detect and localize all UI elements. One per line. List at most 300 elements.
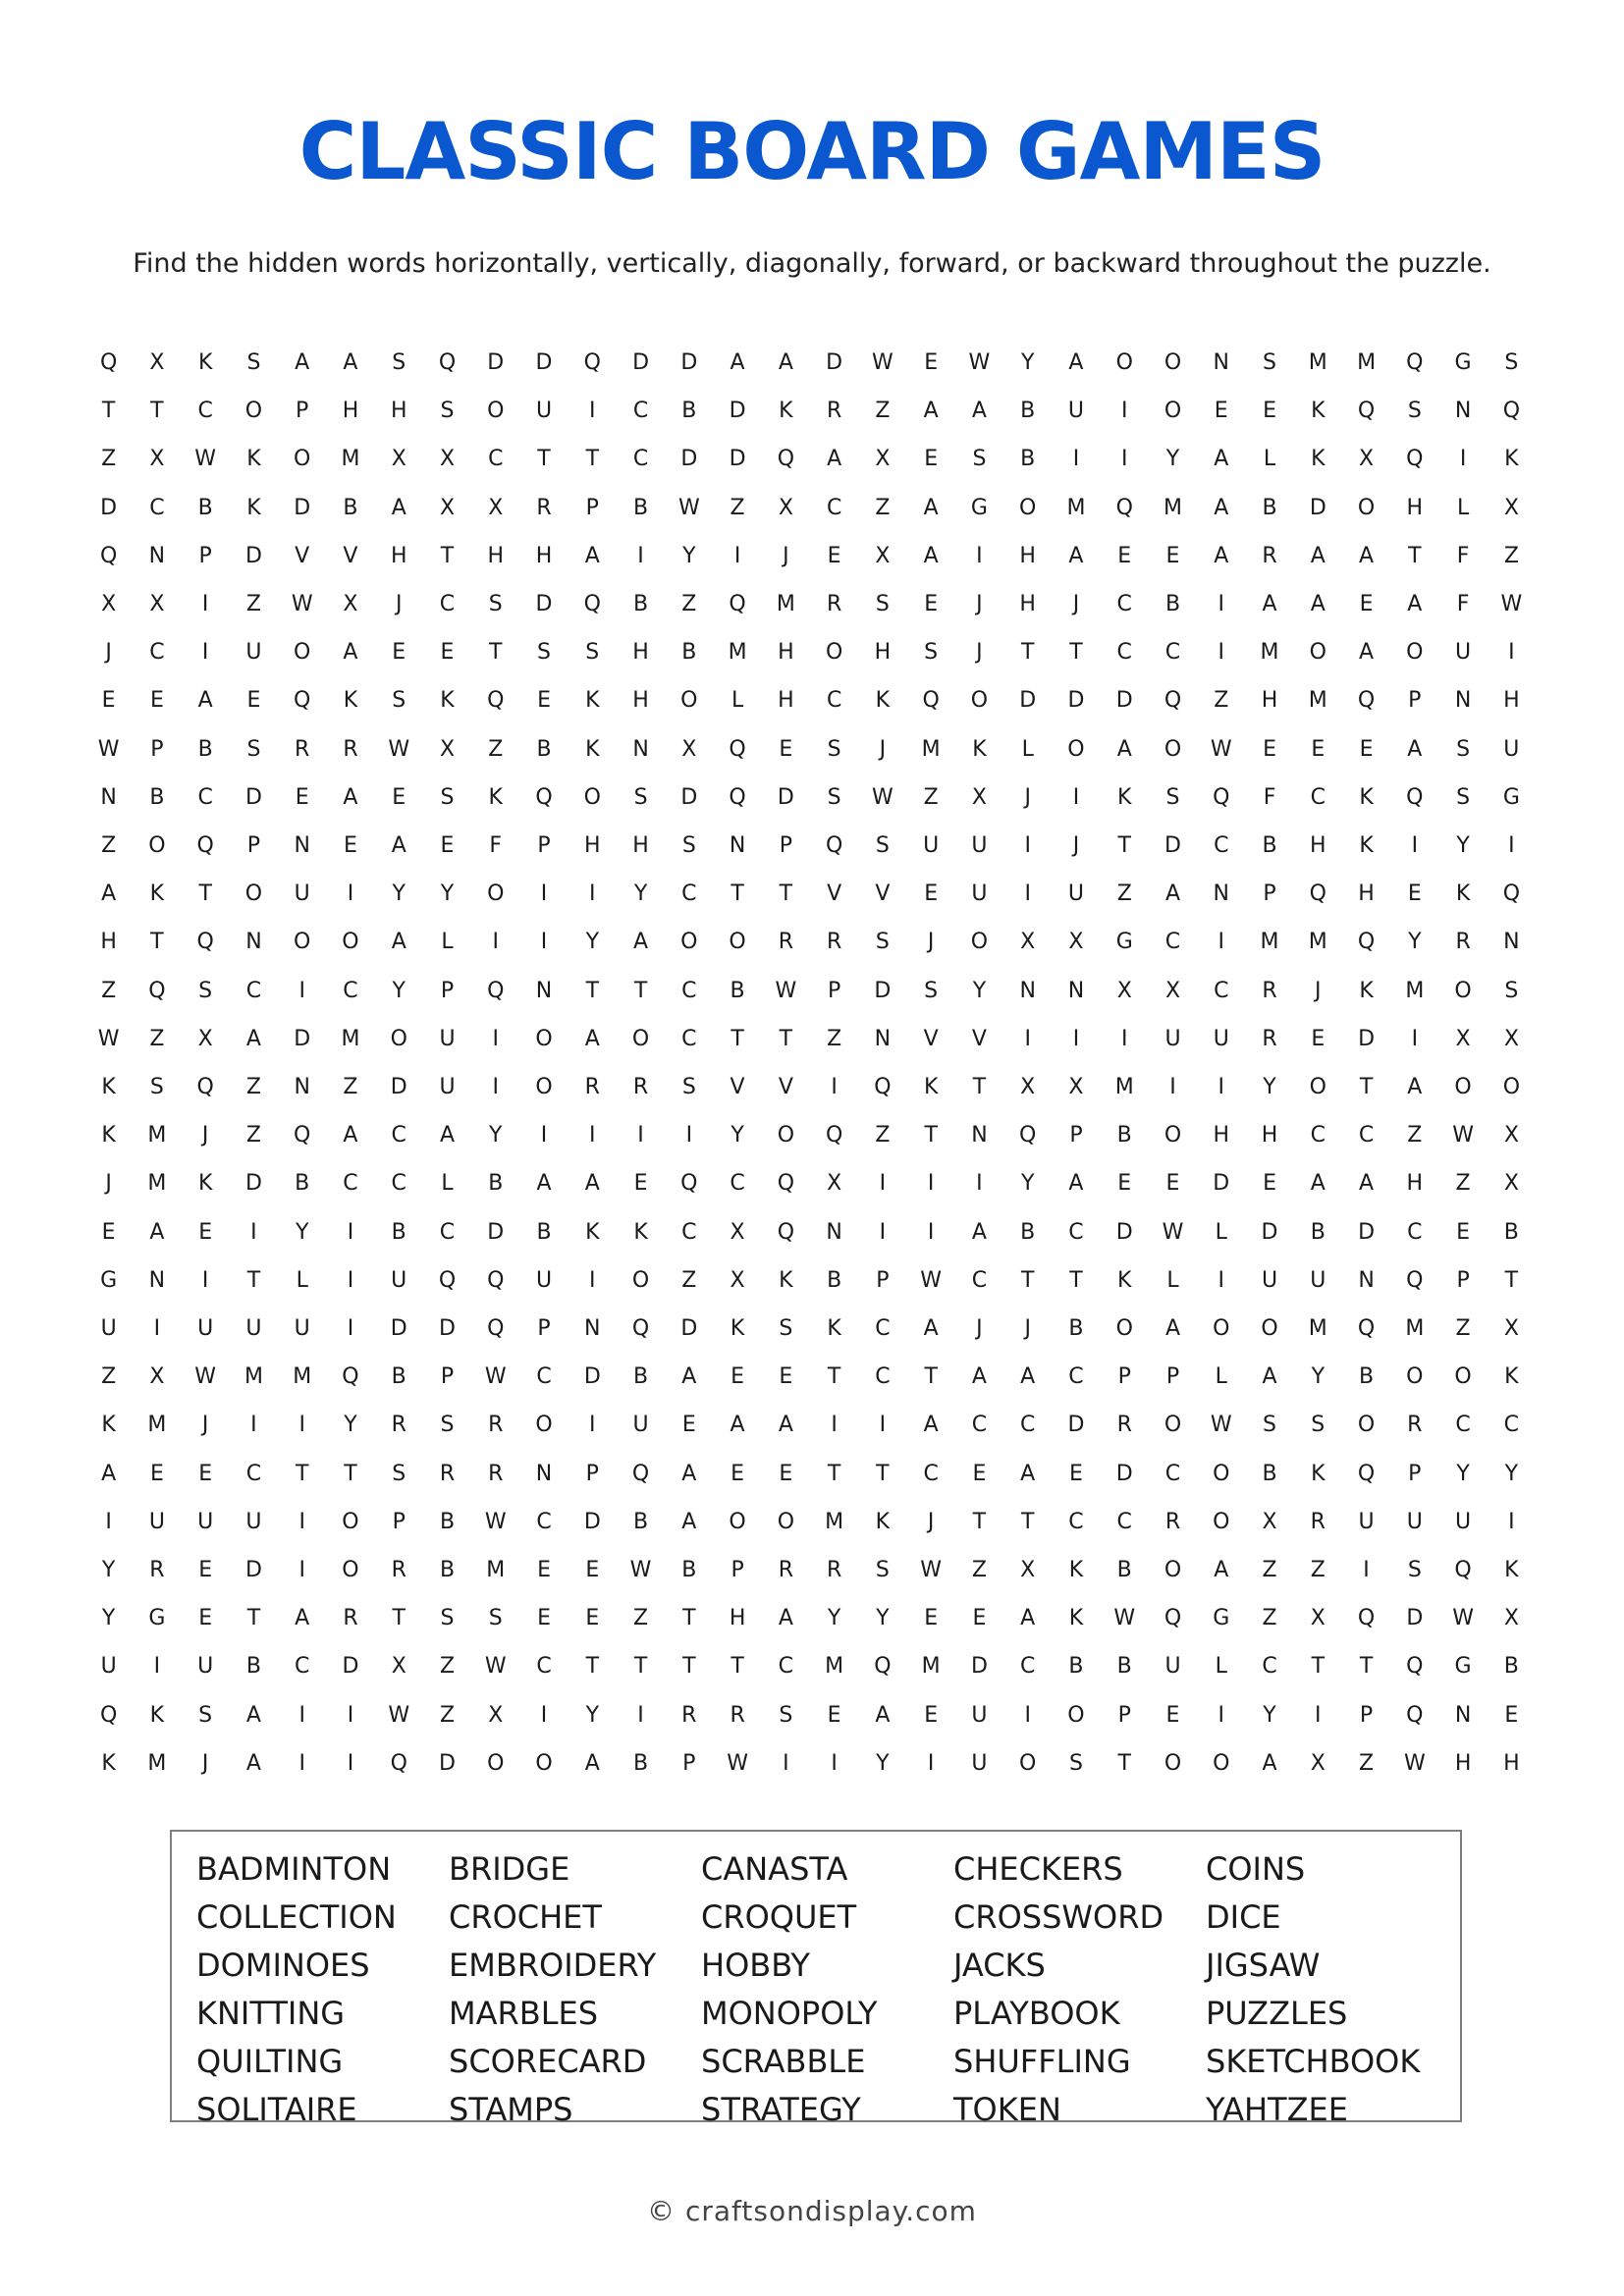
- grid-letter: B: [633, 1509, 649, 1534]
- grid-letter: S: [392, 350, 406, 376]
- grid-letter: K: [585, 688, 600, 714]
- grid-letter: A: [971, 1364, 987, 1390]
- grid-letter: T: [827, 1461, 841, 1486]
- grid-letter: I: [927, 1171, 935, 1197]
- grid-letter: D: [294, 1026, 311, 1051]
- grid-letter: P: [1263, 881, 1276, 907]
- grid-letter: Z: [875, 1123, 891, 1148]
- grid-letter: S: [488, 1606, 503, 1631]
- grid-letter: B: [681, 399, 697, 424]
- grid-letter: V: [923, 1026, 939, 1051]
- grid-letter: R: [1116, 1413, 1132, 1438]
- grid-letter: C: [197, 784, 213, 810]
- grid-letter: X: [1359, 447, 1375, 472]
- grid-letter: Q: [1357, 1606, 1376, 1631]
- grid-letter: Y: [101, 1558, 116, 1583]
- grid-letter: X: [439, 495, 456, 520]
- grid-letter: X: [391, 1654, 406, 1680]
- grid-letter: R: [632, 1075, 649, 1100]
- grid-letter: U: [294, 881, 310, 907]
- grid-letter: W: [1403, 1750, 1426, 1776]
- grid-letter: G: [1115, 930, 1133, 955]
- grid-letter: B: [1068, 1316, 1084, 1342]
- grid-letter: I: [589, 399, 596, 424]
- grid-letter: I: [1218, 1267, 1224, 1293]
- grid-letter: M: [1308, 688, 1327, 714]
- grid-letter: A: [343, 350, 358, 376]
- grid-letter: P: [198, 543, 212, 568]
- grid-letter: B: [439, 1558, 456, 1583]
- grid-letter: K: [779, 399, 793, 424]
- grid-letter: V: [971, 1026, 987, 1051]
- grid-letter: Q: [631, 1316, 650, 1342]
- grid-letter: T: [924, 1364, 938, 1390]
- grid-letter: J: [1072, 833, 1080, 859]
- grid-letter: Z: [730, 495, 745, 520]
- grid-letter: B: [197, 736, 213, 762]
- grid-letter: M: [293, 1364, 312, 1390]
- grid-letter: E: [633, 1171, 648, 1197]
- grid-letter: B: [1020, 1219, 1036, 1245]
- grid-letter: I: [105, 1509, 112, 1534]
- grid-letter: A: [245, 1750, 261, 1776]
- grid-letter: A: [343, 784, 358, 810]
- grid-letter: B: [343, 495, 358, 520]
- grid-letter: V: [730, 1075, 745, 1100]
- grid-letter: R: [826, 592, 842, 617]
- grid-letter: S: [1504, 350, 1519, 376]
- grid-letter: D: [680, 447, 698, 472]
- grid-letter: T: [1117, 833, 1131, 859]
- grid-letter: S: [681, 833, 696, 859]
- grid-letter: B: [1116, 1654, 1132, 1680]
- grid-letter: O: [1309, 1075, 1326, 1100]
- grid-letter: T: [1311, 1654, 1326, 1680]
- grid-letter: I: [347, 881, 354, 907]
- grid-letter: A: [1310, 592, 1326, 617]
- grid-letter: L: [441, 1171, 454, 1197]
- grid-letter: N: [826, 1219, 842, 1245]
- grid-letter: X: [730, 1219, 745, 1245]
- grid-letter: E: [198, 1606, 213, 1631]
- grid-letter: X: [778, 495, 793, 520]
- grid-letter: A: [1262, 1750, 1277, 1776]
- grid-letter: E: [1165, 1702, 1180, 1728]
- grid-letter: W: [388, 736, 410, 762]
- grid-letter: A: [1164, 881, 1181, 907]
- word-list-item: EMBROIDERY: [449, 1947, 657, 1984]
- grid-letter: S: [1504, 978, 1519, 1003]
- grid-letter: A: [778, 1606, 793, 1631]
- grid-letter: I: [685, 1123, 693, 1148]
- grid-letter: I: [540, 881, 548, 907]
- grid-letter: H: [874, 640, 892, 666]
- grid-letter: C: [1407, 1219, 1423, 1245]
- grid-letter: A: [923, 495, 939, 520]
- grid-letter: C: [1455, 1413, 1471, 1438]
- grid-letter: L: [441, 930, 454, 955]
- grid-letter: B: [1503, 1654, 1519, 1680]
- grid-letter: X: [1503, 1171, 1519, 1197]
- grid-letter: U: [1067, 399, 1085, 424]
- grid-letter: N: [874, 1026, 892, 1051]
- grid-letter: M: [147, 1171, 167, 1197]
- grid-letter: J: [105, 1171, 112, 1197]
- grid-letter: H: [778, 640, 794, 666]
- grid-letter: O: [970, 930, 989, 955]
- grid-letter: X: [1020, 1558, 1036, 1583]
- grid-letter: Q: [390, 1750, 407, 1776]
- grid-letter: X: [1503, 1123, 1519, 1148]
- grid-letter: E: [779, 736, 793, 762]
- grid-letter: S: [633, 784, 648, 810]
- grid-letter: U: [245, 640, 262, 666]
- grid-letter: I: [347, 1750, 354, 1776]
- grid-letter: D: [729, 447, 746, 472]
- grid-letter: P: [779, 833, 792, 859]
- grid-letter: E: [295, 784, 309, 810]
- grid-letter: B: [681, 1558, 697, 1583]
- grid-letter: X: [1262, 1509, 1277, 1534]
- grid-letter: A: [633, 930, 649, 955]
- grid-letter: Q: [1309, 881, 1326, 907]
- grid-letter: X: [827, 1171, 842, 1197]
- grid-letter: I: [298, 978, 305, 1003]
- grid-letter: D: [1213, 1171, 1230, 1197]
- grid-letter: U: [1213, 1026, 1229, 1051]
- grid-letter: E: [827, 1702, 841, 1728]
- grid-letter: L: [1166, 1267, 1179, 1293]
- grid-letter: R: [343, 1606, 358, 1631]
- grid-letter: C: [1310, 1123, 1326, 1148]
- grid-letter: I: [1024, 881, 1031, 907]
- grid-letter: D: [439, 1316, 456, 1342]
- grid-letter: U: [971, 1750, 988, 1776]
- word-list: [196, 1845, 1453, 2134]
- grid-letter: K: [101, 1123, 116, 1148]
- grid-letter: I: [1218, 1702, 1224, 1728]
- grid-letter: Q: [1357, 688, 1376, 714]
- grid-letter: S: [488, 592, 503, 617]
- grid-letter: R: [1407, 1413, 1423, 1438]
- grid-letter: A: [1214, 447, 1229, 472]
- grid-letter: O: [729, 1509, 746, 1534]
- grid-letter: H: [1503, 1750, 1520, 1776]
- grid-letter: Z: [245, 1123, 261, 1148]
- grid-letter: G: [970, 495, 988, 520]
- grid-letter: I: [1508, 833, 1515, 859]
- grid-letter: Q: [1406, 350, 1424, 376]
- grid-letter: A: [681, 1364, 697, 1390]
- grid-letter: N: [1454, 399, 1472, 424]
- grid-letter: I: [1218, 930, 1224, 955]
- grid-letter: Z: [1262, 1606, 1277, 1631]
- grid-letter: Q: [680, 1171, 698, 1197]
- grid-letter: I: [540, 930, 548, 955]
- word-list-item: YAHTZEE: [1206, 2091, 1348, 2128]
- grid-letter: O: [1454, 978, 1472, 1003]
- grid-letter: D: [777, 784, 794, 810]
- grid-letter: Q: [1406, 1267, 1424, 1293]
- grid-letter: D: [100, 495, 118, 520]
- grid-letter: E: [1311, 736, 1326, 762]
- grid-letter: O: [1164, 1123, 1182, 1148]
- grid-letter: S: [149, 1075, 164, 1100]
- grid-letter: I: [492, 1075, 499, 1100]
- grid-letter: X: [875, 543, 891, 568]
- grid-letter: A: [197, 688, 213, 714]
- grid-letter: K: [875, 688, 891, 714]
- grid-letter: P: [537, 1316, 551, 1342]
- grid-letter: A: [1310, 543, 1326, 568]
- grid-letter: C: [1164, 930, 1181, 955]
- grid-letter: A: [1359, 1171, 1375, 1197]
- grid-letter: K: [1311, 447, 1326, 472]
- grid-letter: E: [924, 1702, 939, 1728]
- grid-letter: B: [633, 592, 649, 617]
- grid-letter: R: [1164, 1509, 1181, 1534]
- grid-letter: Q: [729, 736, 746, 762]
- grid-letter: J: [976, 1316, 983, 1342]
- grid-letter: B: [391, 1364, 406, 1390]
- grid-letter: W: [1210, 736, 1232, 762]
- grid-letter: P: [1456, 1267, 1470, 1293]
- grid-letter: M: [825, 1509, 844, 1534]
- grid-letter: E: [924, 1606, 939, 1631]
- grid-letter: Q: [99, 543, 118, 568]
- grid-letter: N: [1454, 1702, 1472, 1728]
- grid-letter: K: [149, 881, 165, 907]
- grid-letter: A: [101, 1461, 117, 1486]
- grid-letter: C: [149, 495, 165, 520]
- grid-letter: E: [198, 1461, 213, 1486]
- grid-letter: B: [681, 640, 697, 666]
- grid-letter: I: [1120, 1026, 1128, 1051]
- grid-letter: E: [1311, 1026, 1326, 1051]
- grid-letter: D: [632, 350, 650, 376]
- grid-letter: M: [921, 1654, 941, 1680]
- grid-letter: R: [343, 736, 358, 762]
- grid-letter: I: [1024, 833, 1031, 859]
- grid-letter: J: [783, 543, 789, 568]
- grid-letter: P: [1165, 1364, 1180, 1390]
- word-list-item: SCRABBLE: [701, 2043, 866, 2080]
- grid-letter: Q: [1213, 784, 1230, 810]
- grid-letter: S: [779, 1702, 793, 1728]
- grid-letter: C: [875, 1316, 891, 1342]
- grid-letter: W: [484, 1509, 507, 1534]
- grid-letter: J: [1024, 784, 1031, 810]
- grid-letter: N: [245, 930, 262, 955]
- grid-letter: C: [681, 978, 697, 1003]
- grid-letter: O: [631, 1267, 650, 1293]
- grid-letter: I: [589, 881, 596, 907]
- grid-letter: A: [1116, 736, 1132, 762]
- grid-letter: C: [1358, 1123, 1375, 1148]
- grid-letter: P: [246, 833, 261, 859]
- grid-letter: S: [392, 1461, 406, 1486]
- grid-letter: V: [343, 543, 358, 568]
- grid-letter: C: [1214, 978, 1229, 1003]
- grid-letter: N: [632, 736, 649, 762]
- grid-letter: L: [1263, 447, 1276, 472]
- grid-letter: J: [1024, 1316, 1031, 1342]
- grid-letter: U: [1406, 1509, 1423, 1534]
- grid-letter: Q: [196, 1075, 214, 1100]
- grid-letter: T: [150, 930, 164, 955]
- grid-letter: C: [1020, 1654, 1036, 1680]
- word-list-item: STAMPS: [449, 2091, 573, 2128]
- grid-letter: U: [100, 1316, 117, 1342]
- grid-letter: S: [440, 784, 455, 810]
- grid-letter: D: [1358, 1219, 1376, 1245]
- grid-letter: A: [1068, 543, 1084, 568]
- grid-letter: O: [825, 640, 843, 666]
- grid-letter: E: [681, 1413, 696, 1438]
- grid-letter: W: [1452, 1606, 1474, 1631]
- grid-letter: W: [775, 978, 797, 1003]
- grid-letter: W: [194, 447, 217, 472]
- grid-letter: H: [729, 1606, 746, 1631]
- grid-letter: K: [972, 736, 987, 762]
- grid-letter: A: [1310, 1171, 1326, 1197]
- grid-letter: N: [971, 1123, 988, 1148]
- grid-letter: E: [779, 1461, 793, 1486]
- grid-letter: X: [149, 447, 165, 472]
- grid-letter: Q: [1406, 784, 1424, 810]
- grid-letter: U: [1261, 1267, 1278, 1293]
- grid-letter: C: [536, 1509, 552, 1534]
- grid-letter: Q: [1357, 1316, 1376, 1342]
- grid-letter: S: [246, 350, 261, 376]
- grid-letter: K: [1311, 1461, 1326, 1486]
- grid-letter: R: [1455, 930, 1471, 955]
- grid-letter: X: [1310, 1750, 1326, 1776]
- grid-letter: X: [197, 1026, 213, 1051]
- grid-letter: C: [1020, 1413, 1036, 1438]
- grid-letter: X: [439, 447, 456, 472]
- grid-letter: E: [392, 784, 406, 810]
- grid-letter: K: [246, 495, 261, 520]
- grid-letter: P: [1117, 1364, 1131, 1390]
- grid-letter: O: [729, 930, 746, 955]
- grid-letter: A: [778, 350, 793, 376]
- grid-letter: M: [147, 1413, 167, 1438]
- grid-letter: O: [1164, 350, 1182, 376]
- grid-letter: M: [244, 1364, 263, 1390]
- grid-letter: R: [488, 1413, 504, 1438]
- grid-letter: X: [730, 1267, 745, 1293]
- grid-letter: A: [730, 350, 745, 376]
- grid-letter: I: [347, 1267, 354, 1293]
- grid-letter: P: [440, 1364, 455, 1390]
- grid-letter: I: [976, 1171, 983, 1197]
- grid-letter: D: [294, 495, 311, 520]
- grid-letter: T: [585, 978, 600, 1003]
- word-list-item: HOBBY: [701, 1947, 810, 1984]
- grid-letter: N: [1358, 1267, 1375, 1293]
- grid-letter: T: [827, 1364, 841, 1390]
- grid-letter: Y: [585, 1702, 600, 1728]
- grid-letter: I: [976, 543, 983, 568]
- grid-letter: I: [879, 1219, 887, 1245]
- word-list-item: KNITTING: [196, 1995, 346, 2032]
- grid-letter: O: [1357, 495, 1376, 520]
- grid-letter: X: [1020, 930, 1036, 955]
- grid-letter: N: [100, 784, 117, 810]
- grid-letter: R: [1262, 978, 1277, 1003]
- grid-letter: N: [148, 543, 166, 568]
- grid-letter: C: [681, 881, 697, 907]
- grid-letter: U: [148, 1509, 165, 1534]
- grid-letter: S: [1068, 1750, 1083, 1776]
- grid-letter: S: [779, 1316, 793, 1342]
- grid-letter: A: [1262, 592, 1277, 617]
- grid-letter: K: [246, 447, 261, 472]
- grid-letter: E: [585, 1558, 600, 1583]
- grid-letter: W: [1113, 1606, 1136, 1631]
- grid-letter: I: [1459, 447, 1467, 472]
- grid-letter: C: [971, 1267, 988, 1293]
- grid-letter: B: [536, 736, 552, 762]
- word-list-item: COINS: [1206, 1850, 1306, 1888]
- grid-letter: K: [101, 1075, 116, 1100]
- grid-letter: E: [1359, 736, 1374, 762]
- grid-letter: K: [1455, 881, 1471, 907]
- grid-letter: M: [1164, 495, 1182, 520]
- grid-letter: A: [681, 1461, 697, 1486]
- grid-letter: S: [875, 930, 890, 955]
- grid-letter: O: [487, 881, 505, 907]
- word-list-item: BADMINTON: [196, 1850, 392, 1888]
- grid-letter: Q: [1357, 1461, 1376, 1486]
- grid-letter: I: [783, 1750, 789, 1776]
- word-list-item: QUILTING: [196, 2043, 344, 2080]
- grid-letter: Q: [438, 1267, 457, 1293]
- grid-letter: K: [1117, 1267, 1132, 1293]
- word-list-item: COLLECTION: [196, 1898, 397, 1936]
- grid-letter: S: [1263, 1413, 1276, 1438]
- grid-letter: K: [440, 688, 455, 714]
- grid-letter: A: [391, 930, 406, 955]
- grid-letter: E: [198, 1219, 213, 1245]
- grid-letter: I: [298, 1413, 305, 1438]
- grid-letter: W: [920, 1558, 943, 1583]
- grid-letter: I: [1315, 1702, 1322, 1728]
- grid-letter: H: [100, 930, 117, 955]
- grid-letter: E: [198, 1558, 213, 1583]
- grid-letter: C: [488, 447, 504, 472]
- grid-letter: O: [1164, 1558, 1182, 1583]
- grid-letter: M: [1114, 1075, 1134, 1100]
- grid-letter: K: [923, 1075, 939, 1100]
- grid-letter: Z: [1359, 1750, 1375, 1776]
- grid-letter: I: [927, 1219, 935, 1245]
- grid-letter: B: [1262, 495, 1277, 520]
- grid-letter: E: [149, 1461, 164, 1486]
- grid-letter: I: [540, 1702, 548, 1728]
- grid-letter: P: [731, 1558, 744, 1583]
- grid-letter: X: [681, 736, 697, 762]
- grid-letter: O: [1164, 1413, 1182, 1438]
- grid-letter: N: [584, 1316, 601, 1342]
- grid-letter: Z: [1455, 1171, 1471, 1197]
- word-list-item: JACKS: [953, 1947, 1046, 1984]
- grid-letter: K: [1359, 833, 1374, 859]
- grid-letter: U: [971, 833, 988, 859]
- grid-letter: N: [1067, 978, 1085, 1003]
- grid-letter: R: [730, 1702, 745, 1728]
